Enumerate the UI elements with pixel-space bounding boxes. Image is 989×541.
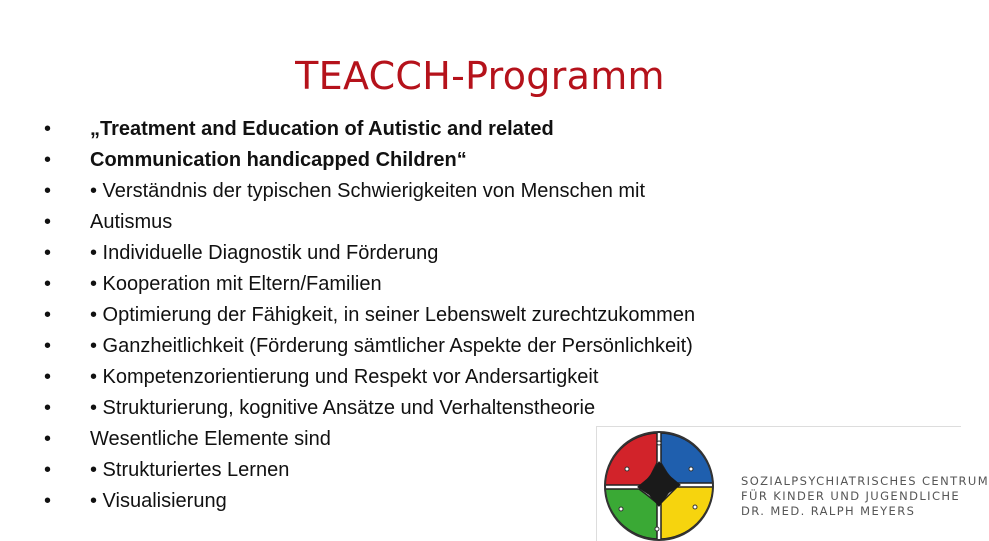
bullet-text: • Verständnis der typischen Schwierigkeiten von Menschen mit	[90, 180, 646, 202]
bullet-item	[44, 393, 695, 424]
bullet-text: Wesentliche Elemente sind	[90, 428, 331, 450]
bullet-item	[44, 331, 695, 362]
logo-line-3: DR. MED. RALPH MEYERS	[741, 504, 916, 518]
bullet-icon: •	[44, 304, 52, 326]
bullet-icon: •	[44, 459, 52, 481]
bullet-text: • Strukturiertes Lernen	[90, 459, 290, 481]
bullet-text: Communication handicapped Children“	[90, 149, 467, 171]
bullet-item	[44, 207, 695, 238]
logo-line-2: FÜR KINDER UND JUGENDLICHE	[741, 489, 961, 503]
bullet-item	[44, 269, 695, 300]
bullet-icon: •	[44, 397, 52, 419]
bullet-icon: •	[44, 335, 52, 357]
slide-title: TEACCH-Programm	[295, 54, 665, 98]
bullet-item	[44, 362, 695, 393]
bullet-icon: •	[44, 180, 52, 202]
bullet-text: „Treatment and Education of Autistic and related	[90, 118, 554, 140]
bullet-icon: •	[44, 490, 52, 512]
logo-panel	[596, 426, 989, 541]
puzzle-logo-icon	[599, 429, 719, 541]
bullet-item	[44, 238, 695, 269]
bullet-icon: •	[44, 211, 52, 233]
logo-line-1: SOZIALPSYCHIATRISCHES CENTRUM	[741, 474, 989, 488]
bullet-item	[44, 114, 695, 145]
bullet-icon: •	[44, 366, 52, 388]
bullet-text: • Ganzheitlichkeit (Förderung sämtlicher Aspekte der Persönlichkeit)	[90, 335, 693, 357]
bullet-item	[44, 176, 695, 207]
bullet-item	[44, 300, 695, 331]
bullet-text: • Individuelle Diagnostik und Förderung	[90, 242, 439, 264]
bullet-icon: •	[44, 242, 52, 264]
bullet-text: • Optimierung der Fähigkeit, in seiner Lebenswelt zurechtzukommen	[90, 304, 696, 326]
bullet-icon: •	[44, 149, 52, 171]
bullet-icon: •	[44, 428, 52, 450]
bullet-icon: •	[44, 118, 52, 140]
bullet-text: • Strukturierung, kognitive Ansätze und Verhaltenstheorie	[90, 397, 596, 419]
bullet-text: • Kooperation mit Eltern/Familien	[90, 273, 382, 295]
bullet-icon: •	[44, 273, 52, 295]
bullet-text: • Visualisierung	[90, 490, 227, 512]
bullet-text: • Kompetenzorientierung und Respekt vor Andersartigkeit	[90, 366, 599, 388]
bullet-item	[44, 145, 695, 176]
logo-text	[741, 474, 989, 519]
bullet-text: Autismus	[90, 211, 173, 233]
